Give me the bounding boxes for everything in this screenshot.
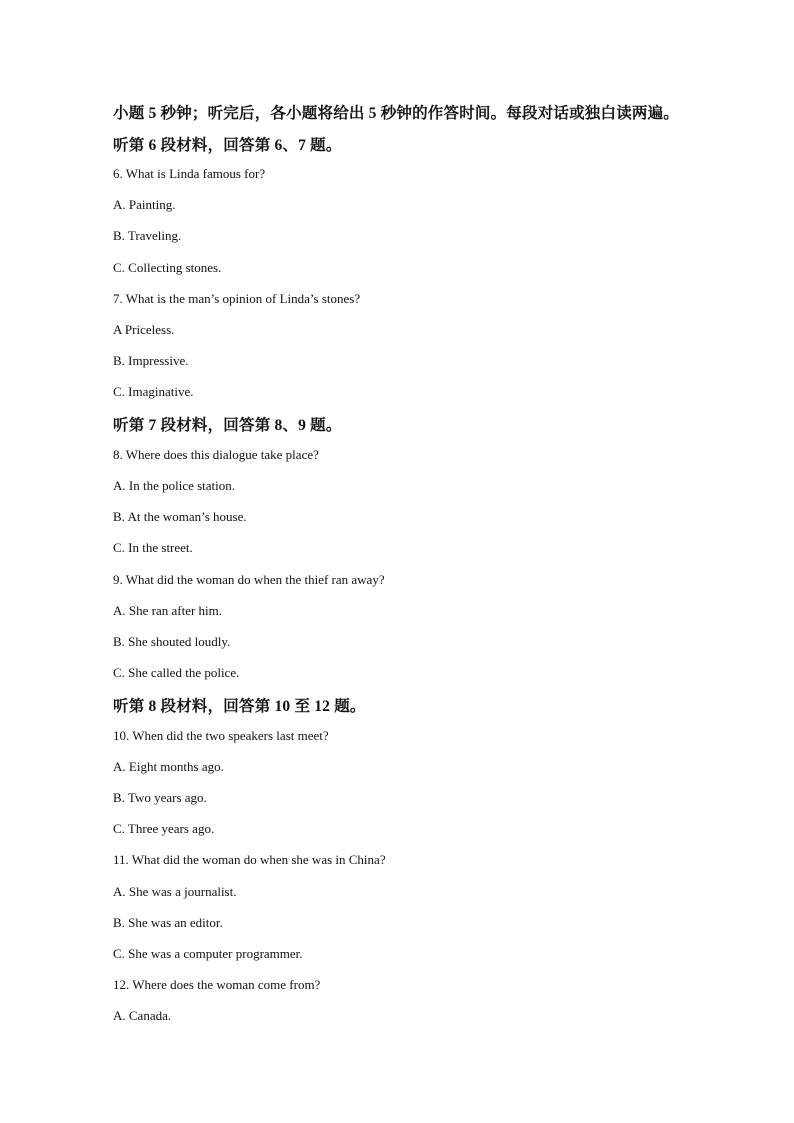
question-11-option-c: C. She was a computer programmer. <box>113 946 303 961</box>
question-9-option-b: B. She shouted loudly. <box>113 634 231 649</box>
question-11-option-a: A. She was a journalist. <box>113 884 237 899</box>
question-6-option-c: C. Collecting stones. <box>113 260 222 275</box>
section-8-heading: 听第 8 段材料，回答第 10 至 12 题。 <box>113 698 366 715</box>
question-6-option-a: A. Painting. <box>113 197 176 212</box>
question-11: 11. What did the woman do when she was in China? <box>113 852 386 867</box>
question-9: 9. What did the woman do when the thief ran away? <box>113 572 385 587</box>
question-9-option-c: C. She called the police. <box>113 665 240 680</box>
question-10-option-a: A. Eight months ago. <box>113 759 224 774</box>
question-6: 6. What is Linda famous for? <box>113 166 266 181</box>
question-10-option-c: C. Three years ago. <box>113 821 215 836</box>
question-12-option-a: A. Canada. <box>113 1008 172 1023</box>
question-12: 12. Where does the woman come from? <box>113 977 321 992</box>
question-11-option-b: B. She was an editor. <box>113 915 223 930</box>
question-7-option-a: A Priceless. <box>113 322 175 337</box>
question-7: 7. What is the man’s opinion of Linda’s stones? <box>113 291 361 306</box>
question-8-option-a: A. In the police station. <box>113 478 236 493</box>
intro-instruction: 小题 5 秒钟；听完后，各小题将给出 5 秒钟的作答时间。每段对话或独白读两遍。 <box>113 105 680 122</box>
question-8: 8. Where does this dialogue take place? <box>113 447 319 462</box>
question-7-option-c: C. Imaginative. <box>113 384 194 399</box>
question-7-option-b: B. Impressive. <box>113 353 189 368</box>
question-8-option-b: B. At the woman’s house. <box>113 509 247 524</box>
question-8-option-c: C. In the street. <box>113 540 193 555</box>
section-7-heading: 听第 7 段材料，回答第 8、9 题。 <box>113 417 342 434</box>
question-9-option-a: A. She ran after him. <box>113 603 223 618</box>
question-10: 10. When did the two speakers last meet? <box>113 728 329 743</box>
question-10-option-b: B. Two years ago. <box>113 790 207 805</box>
question-6-option-b: B. Traveling. <box>113 228 182 243</box>
section-6-heading: 听第 6 段材料，回答第 6、7 题。 <box>113 137 342 154</box>
